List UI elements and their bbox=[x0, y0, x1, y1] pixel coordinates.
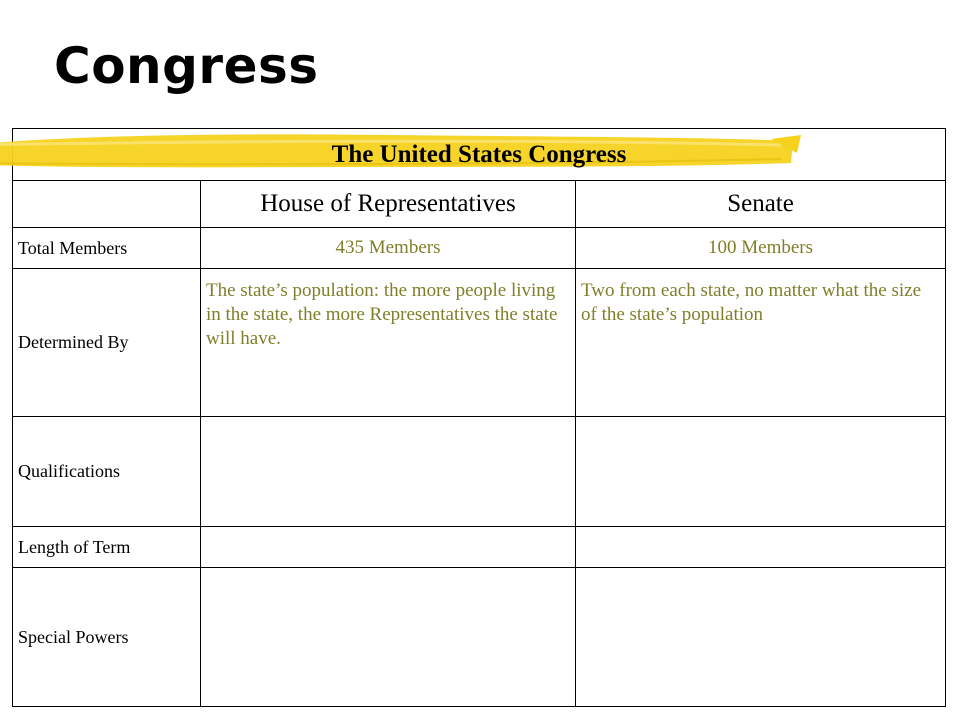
table-caption: The United States Congress bbox=[331, 140, 627, 168]
senate-value bbox=[576, 568, 946, 707]
house-value bbox=[201, 568, 576, 707]
row-label: Special Powers bbox=[13, 568, 201, 707]
slide-title: Congress bbox=[54, 37, 319, 95]
row-label: Determined By bbox=[13, 269, 201, 417]
congress-table bbox=[12, 128, 946, 707]
table-row-special-powers bbox=[13, 568, 946, 707]
house-value bbox=[201, 417, 576, 527]
table-caption-row bbox=[13, 129, 946, 181]
table-row-qualifications bbox=[13, 417, 946, 527]
header-cell-empty bbox=[13, 181, 201, 228]
table-row-length-of-term bbox=[13, 527, 946, 568]
senate-value bbox=[576, 527, 946, 568]
senate-value bbox=[576, 417, 946, 527]
table-caption-cell bbox=[13, 129, 946, 181]
house-value: The state’s population: the more people living in the state, the more Representatives the state will have. bbox=[201, 269, 576, 417]
house-value: 435 Members bbox=[201, 228, 576, 269]
senate-value: Two from each state, no matter what the size of the state’s population bbox=[576, 269, 946, 417]
header-cell-senate: Senate bbox=[576, 181, 946, 228]
row-label: Qualifications bbox=[13, 417, 201, 527]
senate-value: 100 Members bbox=[576, 228, 946, 269]
table-header-row bbox=[13, 181, 946, 228]
row-label: Total Members bbox=[13, 228, 201, 269]
table-row-determined-by bbox=[13, 269, 946, 417]
house-value bbox=[201, 527, 576, 568]
header-cell-house: House of Representatives bbox=[201, 181, 576, 228]
row-label: Length of Term bbox=[13, 527, 201, 568]
table-row-total-members bbox=[13, 228, 946, 269]
